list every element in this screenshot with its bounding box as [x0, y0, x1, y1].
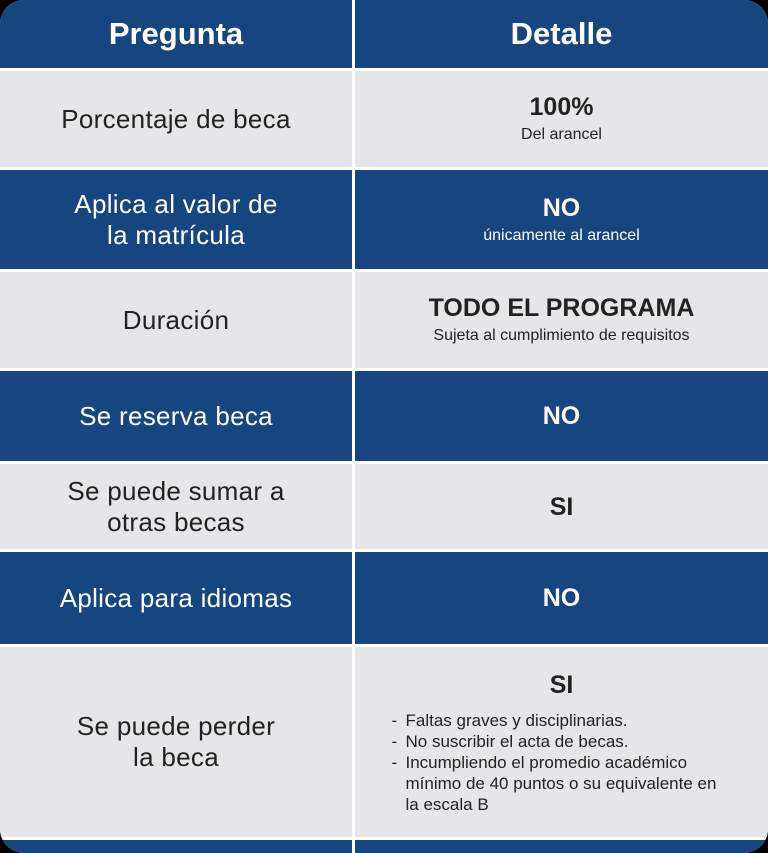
question-cell: [0, 272, 352, 368]
question-text: Aplica al valor de la matrícula: [74, 188, 278, 250]
footer-cell: [355, 840, 768, 853]
detail-cell: [355, 71, 768, 167]
list-item: - Faltas graves y disciplinarias.: [392, 710, 732, 731]
list-item: - Incumpliendo el promedio académico mínimo de 40 puntos o su equivalente en la escala B: [392, 752, 732, 815]
question-cell: [0, 170, 352, 269]
detail-cell: [355, 170, 768, 269]
question-text: Se puede sumar a otras becas: [67, 475, 285, 537]
footer-cell: [0, 840, 352, 853]
table-row: [0, 647, 768, 837]
detail-main: SI: [549, 492, 574, 521]
detail-main: TODO EL PROGRAMA: [428, 294, 695, 322]
table-row: [0, 170, 768, 269]
detail-main: 100%: [529, 93, 594, 121]
question-cell: [0, 552, 352, 644]
question-cell: [0, 464, 352, 549]
header-pregunta: Pregunta: [0, 0, 352, 68]
detail-main: NO: [542, 193, 581, 222]
table-row: [0, 464, 768, 549]
question-text: Porcentaje de beca: [61, 103, 291, 134]
detail-cell: [355, 464, 768, 549]
detail-main: NO: [542, 584, 581, 612]
header-row: [0, 0, 768, 68]
detail-cell: [355, 647, 768, 837]
table-row: [0, 371, 768, 461]
detail-main: NO: [542, 402, 581, 430]
question-cell: [0, 647, 352, 837]
detail-cell: [355, 371, 768, 461]
detail-main: SI: [549, 670, 574, 699]
detail-sub: únicamente al arancel: [483, 226, 640, 244]
question-text: Se puede perder la beca: [76, 711, 276, 772]
loss-reasons-list: [392, 710, 732, 815]
detail-cell: [355, 272, 768, 368]
question-text: Se reserva beca: [79, 400, 273, 431]
detail-sub: Sujeta al cumplimiento de requisitos: [433, 327, 690, 344]
question-text: Aplica para idiomas: [59, 582, 293, 613]
detail-cell: [355, 552, 768, 644]
table-row: [0, 71, 768, 167]
question-text: Duración: [122, 304, 230, 335]
header-detalle: Detalle: [355, 0, 768, 68]
table-row: [0, 272, 768, 368]
footer-row: [0, 840, 768, 853]
list-item: - No suscribir el acta de becas.: [392, 731, 732, 752]
question-cell: [0, 71, 352, 167]
table-row: [0, 552, 768, 644]
detail-sub: Del arancel: [521, 126, 602, 143]
question-cell: [0, 371, 352, 461]
